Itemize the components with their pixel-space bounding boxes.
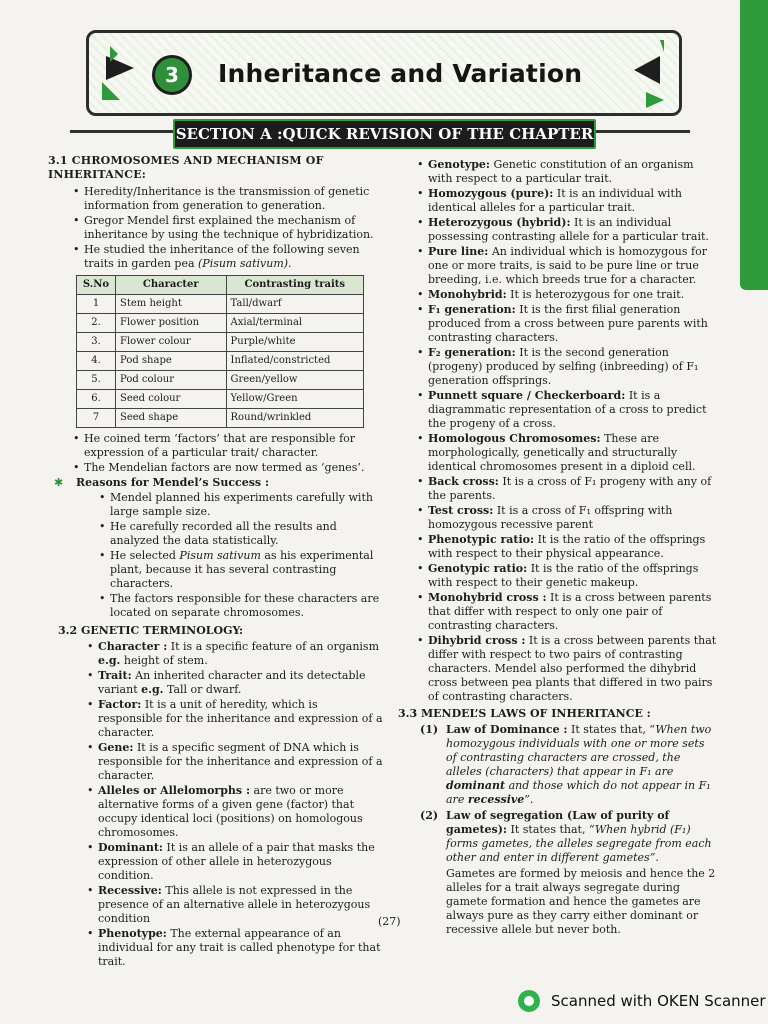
law-text: It states that, [510,823,586,836]
chapter-number-badge: 3 [152,55,192,95]
term-item [414,634,718,704]
table-cell: Seed shape [116,409,227,428]
term-item [414,346,718,388]
term-item [84,884,383,926]
table-cell: 7 [77,409,116,428]
term-text: It is the ratio of the offsprings with respect to their physical appearance. [428,533,706,560]
term: Test cross: [428,504,494,517]
traits-table [76,275,364,428]
term-item [414,187,718,215]
section-3-3-heading: 3.3 MENDEL’S LAWS OF INHERITANCE : [398,707,651,720]
list-item [96,549,383,591]
term-text: It is a specific segment of DNA which is responsible for the inheritance and expression of a character. [98,741,383,782]
term: Back cross: [428,475,499,488]
term: F₁ generation: [428,303,516,316]
list-item: • The Mendelian factors are now termed as ‘genes’. [70,461,383,475]
table-cell: 5. [77,371,116,390]
term-item [414,158,718,186]
term: Phenotype: [98,927,167,940]
header-left-arrow-icon [96,38,156,108]
term-text: It is heterozygous for one trait. [510,288,685,301]
law-number: (1) [420,723,439,736]
scanner-watermark: Scanned with OKEN Scanner [551,992,766,1010]
table-cell: Seed colour [116,390,227,409]
term: Monohybrid cross : [428,591,547,604]
left-column [48,154,383,970]
right-column [398,158,718,937]
term-item [414,591,718,633]
term-item [414,389,718,431]
table-cell: Round/wrinkled [226,409,363,428]
term: F₂ generation: [428,346,516,359]
term-item [414,245,718,287]
term-item [414,432,718,474]
law-item [420,809,718,865]
term: Dihybrid cross : [428,634,526,647]
law-item [420,723,718,807]
list-item: • Heredity/Inheritance is the transmission of genetic information from generation to generation. [70,185,383,213]
list-item-text: He selected [110,549,176,562]
success-heading: Reasons for Mendel’s Success : [76,476,270,489]
term: Pure line: [428,245,489,258]
table-row [77,295,364,314]
table-cell: 4. [77,352,116,371]
term-text: These are morphologically, genetically and structurally identical chromosomes present in a diploid cell. [428,432,696,473]
table-header: Character [116,276,227,295]
term: Homozygous (pure): [428,187,554,200]
list-item-text: as his experimental plant, because it has several contrasting characters. [110,549,374,590]
table-row [77,409,364,428]
term-text: It is the first filial generation produced from a cross between pure parents with contrasting characters. [428,303,708,344]
term-text: An inherited character and its detectable variant [98,669,366,696]
table-cell: Purple/white [226,333,363,352]
table-cell: 2. [77,314,116,333]
table-cell: Flower position [116,314,227,333]
term: Punnett square / Checkerboard: [428,389,626,402]
term: Phenotypic ratio: [428,533,535,546]
section-banner: SECTION A :QUICK REVISION OF THE CHAPTER [173,119,596,149]
list-item: • Gregor Mendel first explained the mechanism of inheritance by using the technique of hybridization. [70,214,383,242]
table-cell: Pod shape [116,352,227,371]
section-3-1-heading: 3.1 CHROMOSOMES AND MECHANISM OF INHERITANCE: [48,154,324,181]
table-row [77,390,364,409]
term-text: Tall or dwarf. [166,683,242,696]
term-text: Genetic constitution of an organism with respect to a particular trait. [428,158,694,185]
term: Character : [98,640,168,653]
list-item [70,243,383,271]
term-item [84,698,383,740]
term-item [414,303,718,345]
section-3-2-heading: 3.2 GENETIC TERMINOLOGY: [58,624,244,637]
chapter-title: Inheritance and Variation [218,59,583,88]
table-header: Contrasting traits [226,276,363,295]
table-cell: Yellow/Green [226,390,363,409]
law-quote: ”. [524,793,534,806]
term-text: It is an allele of a pair that masks the expression of other allele in heterozygous condition. [98,841,375,882]
term: Gene: [98,741,134,754]
term-item [414,288,718,302]
law-keyword: dominant [446,779,506,792]
law-title: Law of Dominance : [446,723,568,736]
table-cell: Inflated/constricted [226,352,363,371]
term-item [84,640,383,668]
term-text: height of stem. [123,654,208,667]
table-row [77,333,364,352]
term-text: It is a cross of F₁ offspring with homozygous recessive parent [428,504,673,531]
page-number: (27) [378,915,401,928]
term-item [414,562,718,590]
term-text: It is an individual with identical alleles for a particular trait. [428,187,682,214]
list-item: • Mendel planned his experiments carefully with large sample size. [96,491,383,519]
term-item [84,741,383,783]
law-keyword: recessive [467,793,525,806]
term-item [414,533,718,561]
term-text: It is a cross between parents that differ with respect to two pairs of contrasting characters. Mendel also performed the dihybrid cross between pea plants that differed in two pairs of contrasting characters. [428,634,717,703]
term-text: It is a diagrammatic representation of a cross to predict the progeny of a cross. [428,389,707,430]
term-text: It is an individual possessing contrasting allele for a particular trait. [428,216,709,243]
table-cell: 1 [77,295,116,314]
term: Genotype: [428,158,490,171]
term-text: The external appearance of an individual for any trait is called phenotype for that trait. [98,927,381,968]
term: Factor: [98,698,142,711]
eg-label: e.g. [141,683,164,696]
term-text: It is a unit of heredity, which is responsible for the inheritance and expression of a character. [98,698,383,739]
term-item [84,784,383,840]
term: Genotypic ratio: [428,562,528,575]
scanner-logo-icon [518,990,540,1012]
table-cell: Flower colour [116,333,227,352]
term: Dominant: [98,841,163,854]
term-text: This allele is not expressed in the presence of an alternative allele in heterozygous condition [98,884,371,925]
header-right-arrow-icon [620,38,670,108]
term-text: It is a specific feature of an organism [170,640,380,653]
term-text: It is the ratio of the offsprings with respect to their genetic makeup. [428,562,699,589]
term-text: It is a cross between parents that differ with respect to only one pair of contrasting characters. [428,591,712,632]
species-name: Pisum sativum [179,549,261,562]
term-text: It is the second generation (progeny) produced by selfing (inbreeding) of F₁ generation offsprings. [428,346,699,387]
term-text: An individual which is homozygous for one or more traits, is said to be pure line or true breeding, i.e. which breeds true for a character. [428,245,707,286]
list-item-text: He studied the inheritance of the following seven traits in garden pea [84,243,360,270]
term-item [414,504,718,532]
table-cell: 3. [77,333,116,352]
law-quote: “When two homozygous individuals with one or more sets of contrasting characters are crossed, the alleles (characters) that appear in F₁ are [446,723,712,778]
table-row [77,352,364,371]
law-quote: and those which do not appear in F₁ are [446,779,711,806]
term-item [84,927,383,969]
table-cell: Tall/dwarf [226,295,363,314]
table-cell: Stem height [116,295,227,314]
star-bullet-icon: ✱ [54,476,64,489]
list-item: • He carefully recorded all the results and analyzed the data statistically. [96,520,383,548]
list-item: • He coined term ‘factors’ that are responsible for expression of a particular trait/ character. [70,432,383,460]
term-item [84,841,383,883]
table-cell: Green/yellow [226,371,363,390]
law-number: (2) [420,809,439,822]
term-item [414,216,718,244]
term-text: It is a cross of F₁ progeny with any of the parents. [428,475,712,502]
table-row [77,314,364,333]
eg-label: e.g. [98,654,121,667]
table-cell: Pod colour [116,371,227,390]
law-quote: “When hybrid (F₁) forms gametes, the alleles segregate from each other and enter in different gametes”. [446,823,712,864]
term: Heterozygous (hybrid): [428,216,571,229]
term: Trait: [98,669,132,682]
green-page-edge [740,0,768,290]
table-header: S.No [77,276,116,295]
law-text: It states that, [570,723,646,736]
term-text: are two or more alternative forms of a given gene (factor) that occupy identical loci (positions) on homologous chromosomes. [98,784,363,839]
term-item [84,669,383,697]
list-item: • The factors responsible for these characters are located on separate chromosomes. [96,592,383,620]
table-cell: Axial/terminal [226,314,363,333]
term: Monohybrid: [428,288,507,301]
law-explanation: Gametes are formed by meiosis and hence the 2 alleles for a trait always segregate during gamete formation and hence the gametes are always pure as they carry either dominant or recessive allele but never both. [446,867,716,936]
table-row [77,371,364,390]
term: Recessive: [98,884,162,897]
species-name: (Pisum sativum). [198,257,292,270]
law-title: Law of segregation (Law of purity of gametes): [446,809,670,836]
term: Homologous Chromosomes: [428,432,601,445]
table-cell: 6. [77,390,116,409]
term: Alleles or Allelomorphs : [98,784,251,797]
term-item [414,475,718,503]
